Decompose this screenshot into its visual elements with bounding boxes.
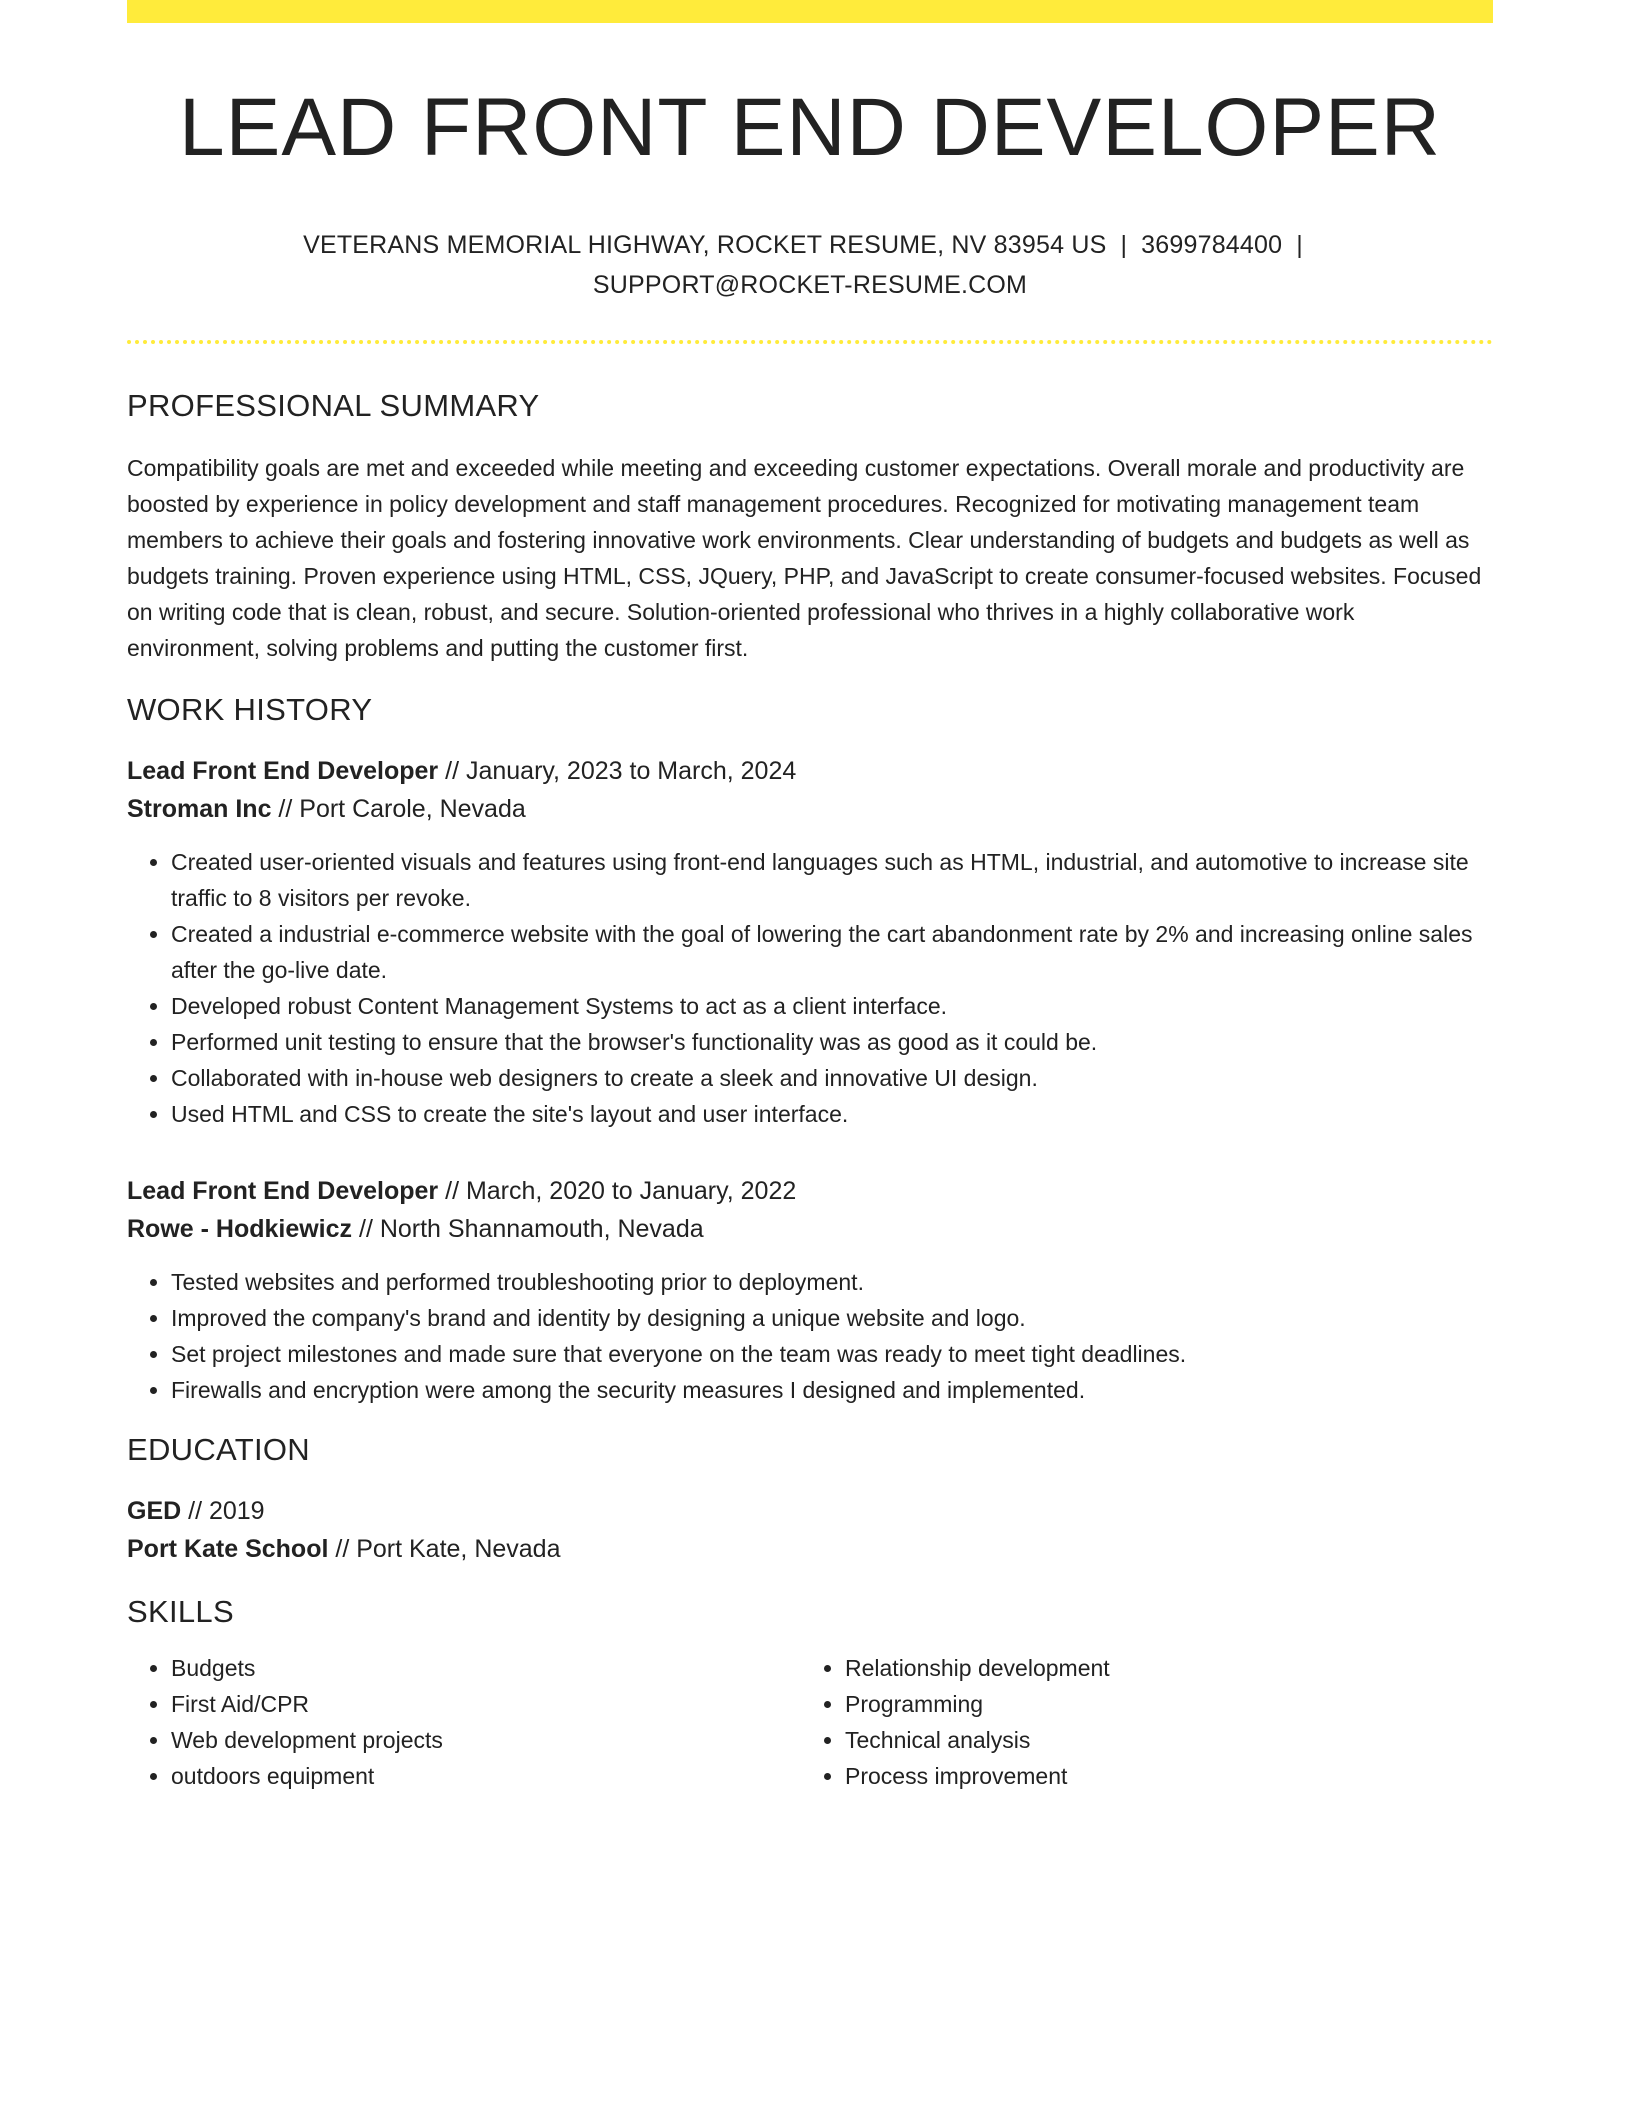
skills-column-left	[127, 1650, 801, 1794]
job-role: Lead Front End Developer	[127, 757, 439, 786]
skill-item: • Budgets	[171, 1650, 801, 1686]
skill-item: • Process improvement	[845, 1758, 1485, 1794]
contact-separator: |	[1120, 231, 1128, 260]
skill-item: • First Aid/CPR	[171, 1686, 801, 1722]
education-heading: EDUCATION	[127, 1432, 310, 1468]
skill-item: • outdoors equipment	[171, 1758, 801, 1794]
contact-info	[285, 225, 1335, 305]
education-degree: GED	[127, 1497, 182, 1526]
resume-page	[127, 0, 1493, 1794]
job-entry	[127, 1172, 1493, 1408]
job-company: Rowe - Hodkiewicz	[127, 1215, 353, 1244]
job-bullet: • Improved the company's brand and identity by designing a unique website and logo.	[171, 1300, 1493, 1336]
education-location: // Port Kate, Nevada	[328, 1535, 561, 1564]
summary-text: Compatibility goals are met and exceeded while meeting and exceeding customer expectations. Overall morale and productivity are boosted by experience in policy development and staff management procedures. Recognized for motivating management team members to achieve their goals and fostering innovative work environments. Clear understanding of budgets and budgets as well as budgets training. Proven experience using HTML, CSS, JQuery, PHP, and JavaScript to create consumer-focused websites. Focused on writing code that is clean, robust, and secure. Solution-oriented professional who thrives in a highly collaborative work environment, solving problems and putting the customer first.	[127, 455, 1482, 662]
summary-heading: PROFESSIONAL SUMMARY	[127, 388, 540, 424]
job-entry	[127, 752, 1493, 1132]
contact-address: VETERANS MEMORIAL HIGHWAY, ROCKET RESUME, NV 83954 US	[303, 231, 1107, 260]
job-dates: // January, 2023 to March, 2024	[438, 757, 797, 786]
skill-item: • Technical analysis	[845, 1722, 1485, 1758]
job-bullets	[127, 844, 1493, 1132]
education-degree-line	[127, 1492, 1493, 1530]
job-bullet: • Used HTML and CSS to create the site's layout and user interface.	[171, 1096, 1493, 1132]
candidate-name: LEAD FRONT END DEVELOPER	[179, 82, 1441, 173]
job-dates: // March, 2020 to January, 2022	[438, 1177, 797, 1206]
dotted-divider	[127, 340, 1493, 344]
job-bullet: • Developed robust Content Management Systems to act as a client interface.	[171, 988, 1493, 1024]
job-role: Lead Front End Developer	[127, 1177, 439, 1206]
job-bullet: • Tested websites and performed troubleshooting prior to deployment.	[171, 1264, 1493, 1300]
job-company-line	[127, 790, 1493, 828]
education-year: // 2019	[181, 1497, 265, 1526]
job-company: Stroman Inc	[127, 795, 272, 824]
education-entry	[127, 1492, 1493, 1568]
skill-item: • Programming	[845, 1686, 1485, 1722]
skill-item: • Web development projects	[171, 1722, 801, 1758]
skills-grid	[127, 1650, 1493, 1794]
job-company-line	[127, 1210, 1493, 1248]
job-bullets	[127, 1264, 1493, 1408]
skills-heading: SKILLS	[127, 1594, 234, 1630]
job-bullet: • Created user-oriented visuals and features using front-end languages such as HTML, industrial, and automotive to increase site traffic to 8 visitors per revoke.	[171, 844, 1493, 916]
job-bullet: • Created a industrial e-commerce website with the goal of lowering the cart abandonment rate by 2% and increasing online sales after the go-live date.	[171, 916, 1493, 988]
job-location: // Port Carole, Nevada	[271, 795, 526, 824]
job-bullet: • Firewalls and encryption were among the security measures I designed and implemented.	[171, 1372, 1493, 1408]
contact-email: SUPPORT@ROCKET-RESUME.COM	[592, 271, 1028, 300]
job-bullet: • Performed unit testing to ensure that the browser's functionality was as good as it could be.	[171, 1024, 1493, 1060]
job-title-line	[127, 1172, 1493, 1210]
job-location: // North Shannamouth, Nevada	[352, 1215, 704, 1244]
work-history-heading: WORK HISTORY	[127, 692, 373, 728]
contact-phone: 3699784400	[1141, 231, 1283, 260]
skill-item: • Relationship development	[845, 1650, 1485, 1686]
accent-top-bar	[127, 0, 1493, 23]
skills-column-right	[801, 1650, 1485, 1794]
education-school: Port Kate School	[127, 1535, 329, 1564]
contact-separator: |	[1296, 231, 1303, 260]
job-bullet: • Collaborated with in-house web designers to create a sleek and innovative UI design.	[171, 1060, 1493, 1096]
education-school-line	[127, 1530, 1493, 1568]
job-bullet: • Set project milestones and made sure that everyone on the team was ready to meet tight deadlines.	[171, 1336, 1493, 1372]
job-title-line	[127, 752, 1493, 790]
